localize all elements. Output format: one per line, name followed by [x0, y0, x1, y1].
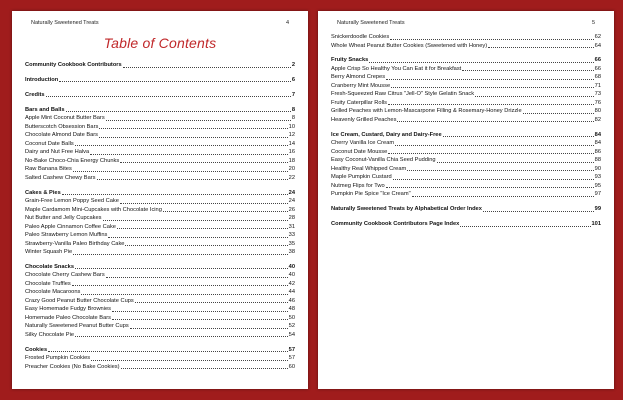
entry-page-number: 16: [288, 149, 295, 156]
dot-leader: [130, 328, 288, 329]
toc-entry[interactable]: [25, 363, 295, 372]
toc-entry[interactable]: [25, 114, 295, 123]
entry-title: Silky Chocolate Pie: [25, 331, 74, 338]
entry-title: Ice Cream, Custard, Dairy and Dairy-Free: [331, 131, 442, 138]
toc-section-heading[interactable]: [25, 76, 295, 85]
dot-leader: [103, 220, 288, 221]
dot-leader: [123, 67, 291, 68]
toc-section: [331, 131, 601, 199]
entry-title: Introduction: [25, 76, 59, 83]
dot-leader: [462, 70, 593, 71]
dot-leader: [99, 137, 288, 138]
dot-leader: [99, 128, 287, 129]
toc-entry[interactable]: [331, 33, 601, 42]
entry-title: Healthy Real Whipped Cream: [331, 165, 407, 172]
entry-page-number: 6: [291, 76, 295, 83]
entry-page-number: 73: [594, 91, 601, 98]
entry-page-number: 28: [288, 215, 295, 222]
toc-title: Table of Contents: [103, 35, 217, 51]
entry-title: Cookies: [25, 346, 48, 353]
dot-leader: [91, 360, 288, 361]
dot-leader: [386, 79, 594, 80]
dot-leader: [395, 145, 594, 146]
entry-page-number: 71: [594, 82, 601, 89]
toc-entry[interactable]: [25, 354, 295, 363]
header-title: Naturally Sweetened Treats: [337, 20, 405, 26]
dot-leader: [121, 368, 288, 369]
toc-section: [331, 220, 601, 229]
toc-entry[interactable]: [25, 322, 295, 331]
entry-page-number: 38: [288, 249, 295, 256]
entry-page-number: 86: [594, 148, 601, 155]
toc-entry[interactable]: [25, 140, 295, 149]
entry-title: Chocolate Macaroons: [25, 289, 81, 296]
entry-page-number: 52: [288, 323, 295, 330]
entry-page-number: 26: [288, 206, 295, 213]
entry-title: Snickerdoodle Cookies: [331, 34, 390, 40]
entry-title: Preacher Cookies (No Bake Cookies): [25, 363, 120, 370]
dot-leader: [483, 211, 594, 212]
entry-page-number: 57: [288, 355, 295, 362]
entry-title: Coconut Date Mousse: [331, 148, 388, 155]
entry-title: Grain-Free Lemon Poppy Seed Cake: [25, 198, 119, 205]
toc-entry[interactable]: [331, 165, 601, 174]
toc-entry[interactable]: [25, 305, 295, 314]
toc-section: [25, 76, 295, 85]
toc-entry[interactable]: [25, 223, 295, 232]
dot-leader: [443, 136, 594, 137]
entry-title: Strawberry-Vanilla Paleo Birthday Cake: [25, 240, 125, 247]
toc-entry[interactable]: [331, 173, 601, 182]
entry-page-number: 101: [591, 221, 601, 228]
toc-section-heading[interactable]: [25, 106, 295, 115]
entry-title: Coconut Date Balls: [25, 140, 74, 147]
toc-entry[interactable]: [331, 73, 601, 82]
entry-page-number: 31: [288, 223, 295, 230]
entry-title: Chocolate Truffles: [25, 280, 71, 287]
entry-page-number: 50: [288, 314, 295, 321]
dot-leader: [135, 302, 288, 303]
dot-leader: [112, 319, 288, 320]
toc-entry[interactable]: [25, 157, 295, 166]
toc-section-heading[interactable]: [25, 346, 295, 355]
entry-title: Berry Almond Crepes: [331, 74, 386, 81]
entry-page-number: 42: [288, 280, 295, 287]
dot-leader: [523, 113, 594, 114]
dot-leader: [66, 111, 291, 112]
dot-leader: [163, 211, 288, 212]
dot-leader: [59, 81, 291, 82]
entry-title: Community Cookbook Contributors Page Index: [331, 221, 460, 228]
dot-leader: [106, 277, 288, 278]
dot-leader: [388, 104, 594, 105]
dot-leader: [73, 254, 288, 255]
entry-page-number: 12: [288, 132, 295, 139]
toc-entry[interactable]: [331, 65, 601, 74]
entry-page-number: 14: [288, 140, 295, 147]
toc-entry[interactable]: [25, 280, 295, 289]
toc-entry[interactable]: [331, 82, 601, 91]
entry-page-number: 24: [288, 189, 295, 196]
entry-page-number: 54: [288, 331, 295, 338]
toc-entry[interactable]: [25, 123, 295, 132]
entry-page-number: 66: [594, 65, 601, 72]
dot-leader: [386, 187, 594, 188]
toc-entry[interactable]: [25, 248, 295, 257]
entry-title: Salted Cashew Chewy Bars: [25, 174, 96, 181]
entry-title: Pumpkin Pie Spice "Ice Cream": [331, 191, 411, 198]
dot-leader: [391, 87, 594, 88]
dot-leader: [62, 194, 288, 195]
toc-section-heading[interactable]: [25, 91, 295, 100]
toc-section-heading[interactable]: [25, 263, 295, 272]
entry-title: Fresh-Squeezed Raw Citrus "Jell-O" Style Gelatin Snack: [331, 91, 475, 98]
toc-entry[interactable]: [25, 148, 295, 157]
entry-page-number: 44: [288, 289, 295, 296]
dot-leader: [488, 47, 594, 48]
dot-leader: [475, 96, 594, 97]
entry-page-number: 10: [288, 123, 295, 130]
toc-section: [25, 106, 295, 183]
entry-title: Frosted Pumpkin Cookies: [25, 355, 91, 362]
entry-page-number: 66: [594, 57, 601, 64]
toc-entry[interactable]: [331, 139, 601, 148]
entry-title: Raw Banana Bites: [25, 166, 72, 173]
right-page: [318, 11, 614, 389]
header-title: Naturally Sweetened Treats: [31, 20, 99, 26]
entry-title: Dairy and Nut Free Halva: [25, 149, 90, 156]
toc-section-heading[interactable]: [331, 205, 601, 214]
toc-entry[interactable]: [331, 190, 601, 199]
entry-page-number: 40: [288, 263, 295, 270]
toc-entry[interactable]: [331, 99, 601, 108]
entry-title: Crazy Good Peanut Butter Chocolate Cups: [25, 297, 134, 304]
entry-page-number: 18: [288, 157, 295, 164]
entry-page-number: 20: [288, 166, 295, 173]
toc-entry[interactable]: [25, 271, 295, 280]
dot-leader: [97, 179, 288, 180]
dot-leader: [388, 153, 593, 154]
entry-title: No-Bake Choco-Chia Energy Chunks: [25, 157, 120, 164]
entry-title: Apple Mint Coconut Butter Bars: [25, 115, 105, 122]
dot-leader: [75, 268, 288, 269]
toc-entry[interactable]: [25, 174, 295, 183]
entry-page-number: 8: [291, 106, 295, 113]
toc-section: [25, 189, 295, 257]
entry-title: Chocolate Almond Date Bars: [25, 132, 99, 139]
entry-title: Easy Coconut-Vanilla Chia Seed Pudding: [331, 157, 436, 164]
entry-page-number: 88: [594, 157, 601, 164]
toc-section: [25, 263, 295, 340]
entry-title: Heavenly Grilled Peaches: [331, 116, 397, 123]
toc-entry[interactable]: [331, 42, 601, 51]
dot-leader: [46, 96, 291, 97]
left-page: [12, 11, 308, 389]
entry-title: Fruity Caterpillar Rolls: [331, 99, 387, 106]
entry-page-number: 46: [288, 297, 295, 304]
entry-title: Homemade Paleo Chocolate Bars: [25, 314, 111, 321]
dot-leader: [397, 121, 593, 122]
toc-entry[interactable]: [331, 116, 601, 125]
dot-leader: [437, 162, 594, 163]
entry-title: Whole Wheat Peanut Butter Cookies (Sweetened with Honey): [331, 42, 488, 49]
running-header: [331, 17, 601, 29]
entry-page-number: 90: [594, 165, 601, 172]
entry-title: Community Cookbook Contributors: [25, 62, 122, 68]
dot-leader: [108, 237, 287, 238]
entry-title: Paleo Apple Cinnamon Coffee Cake: [25, 223, 116, 230]
entry-page-number: 64: [594, 42, 601, 49]
entry-page-number: 82: [594, 116, 601, 123]
entry-title: Credits: [25, 91, 45, 98]
entry-page-number: 84: [594, 140, 601, 147]
toc-section: [25, 346, 295, 372]
toc-entry[interactable]: [331, 107, 601, 116]
dot-leader: [73, 171, 288, 172]
toc-entry[interactable]: [25, 197, 295, 206]
entry-title: Winter Squash Pie: [25, 249, 73, 256]
entry-page-number: 84: [594, 131, 601, 138]
entry-title: Nutmeg Flips for Two: [331, 182, 385, 189]
toc-section: [331, 205, 601, 214]
dot-leader: [112, 311, 288, 312]
entry-title: Naturally Sweetened Treats by Alphabetical Order Index: [331, 206, 482, 213]
toc-section-heading[interactable]: [331, 131, 601, 140]
entry-title: Chocolate Snacks: [25, 263, 74, 270]
entry-page-number: 7: [291, 91, 295, 98]
toc-entry[interactable]: [331, 156, 601, 165]
dot-leader: [81, 294, 287, 295]
entry-page-number: 48: [288, 306, 295, 313]
toc-entry[interactable]: [331, 182, 601, 191]
entry-title: Maple Pumpkin Custard: [331, 174, 392, 181]
toc-entry[interactable]: [25, 231, 295, 240]
toc-section-heading[interactable]: [331, 220, 601, 229]
toc-entry[interactable]: [25, 288, 295, 297]
entry-title: Grilled Peaches with Lemon-Mascarpone Filling & Rosemary-Honey Drizzle: [331, 108, 522, 115]
dot-leader: [90, 154, 288, 155]
entry-page-number: 60: [288, 363, 295, 370]
dot-leader: [120, 162, 287, 163]
toc-entry[interactable]: [331, 90, 601, 99]
toc-entry[interactable]: [25, 165, 295, 174]
toc-section: [331, 33, 601, 50]
toc-section: [25, 61, 295, 70]
entry-page-number: 57: [288, 346, 295, 353]
entry-title: Naturally Sweetened Peanut Butter Cups: [25, 323, 129, 330]
dot-leader: [48, 351, 288, 352]
page-number: 4: [285, 20, 289, 26]
entry-title: Apple Crisp So Healthy You Can Eat it for Breakfast: [331, 65, 462, 72]
toc-section: [331, 56, 601, 124]
entry-page-number: 33: [288, 232, 295, 239]
entry-page-number: 24: [288, 198, 295, 205]
dot-leader: [407, 170, 593, 171]
dot-leader: [412, 196, 594, 197]
dot-leader: [75, 145, 288, 146]
entry-title: Chocolate Cherry Cashew Bars: [25, 272, 105, 279]
entry-title: Cranberry Mint Mousse: [331, 82, 391, 89]
dot-leader: [390, 39, 593, 40]
entry-page-number: 8: [291, 115, 295, 122]
entry-page-number: 40: [288, 272, 295, 279]
toc-entry[interactable]: [25, 297, 295, 306]
toc-entry[interactable]: [25, 240, 295, 249]
entry-page-number: 62: [594, 34, 601, 40]
dot-leader: [120, 203, 288, 204]
toc-list: [331, 33, 601, 229]
entry-page-number: 76: [594, 99, 601, 106]
entry-title: Cakes & Pies: [25, 189, 61, 196]
dot-leader: [117, 228, 288, 229]
toc-section-heading[interactable]: [25, 61, 295, 70]
entry-page-number: 68: [594, 74, 601, 81]
toc-entry[interactable]: [331, 148, 601, 157]
entry-title: Paleo Strawberry Lemon Muffins: [25, 232, 108, 239]
toc-entry[interactable]: [25, 314, 295, 323]
entry-page-number: 99: [594, 206, 601, 213]
entry-title: Cherry Vanilla Ice Cream: [331, 140, 395, 147]
entry-page-number: 35: [288, 240, 295, 247]
toc-entry[interactable]: [25, 131, 295, 140]
toc-section-heading[interactable]: [331, 56, 601, 65]
entry-page-number: 2: [291, 62, 295, 68]
dot-leader: [369, 62, 593, 63]
dot-leader: [75, 336, 288, 337]
entry-title: Bars and Balls: [25, 106, 65, 113]
running-header: [25, 17, 295, 29]
entry-title: Easy Homemade Fudgy Brownies: [25, 306, 111, 313]
dot-leader: [460, 226, 590, 227]
toc-section: [25, 91, 295, 100]
entry-page-number: 93: [594, 174, 601, 181]
dot-leader: [106, 120, 291, 121]
page-number: 5: [591, 20, 595, 26]
toc-entry[interactable]: [25, 214, 295, 223]
entry-page-number: 80: [594, 108, 601, 115]
toc-list: [25, 61, 295, 371]
dot-leader: [72, 285, 288, 286]
entry-page-number: 22: [288, 174, 295, 181]
toc-entry[interactable]: [25, 206, 295, 215]
dot-leader: [125, 245, 287, 246]
entry-page-number: 97: [594, 191, 601, 198]
entry-title: Nut Butter and Jelly Cupcakes: [25, 215, 102, 222]
toc-entry[interactable]: [25, 331, 295, 340]
entry-title: Fruity Snacks: [331, 57, 369, 64]
entry-page-number: 95: [594, 182, 601, 189]
toc-section-heading[interactable]: [25, 189, 295, 198]
dot-leader: [393, 179, 594, 180]
entry-title: Maple Cardamom Mini-Cupcakes with Chocolate Icing: [25, 206, 162, 213]
entry-title: Butterscotch Obsession Bars: [25, 123, 99, 130]
